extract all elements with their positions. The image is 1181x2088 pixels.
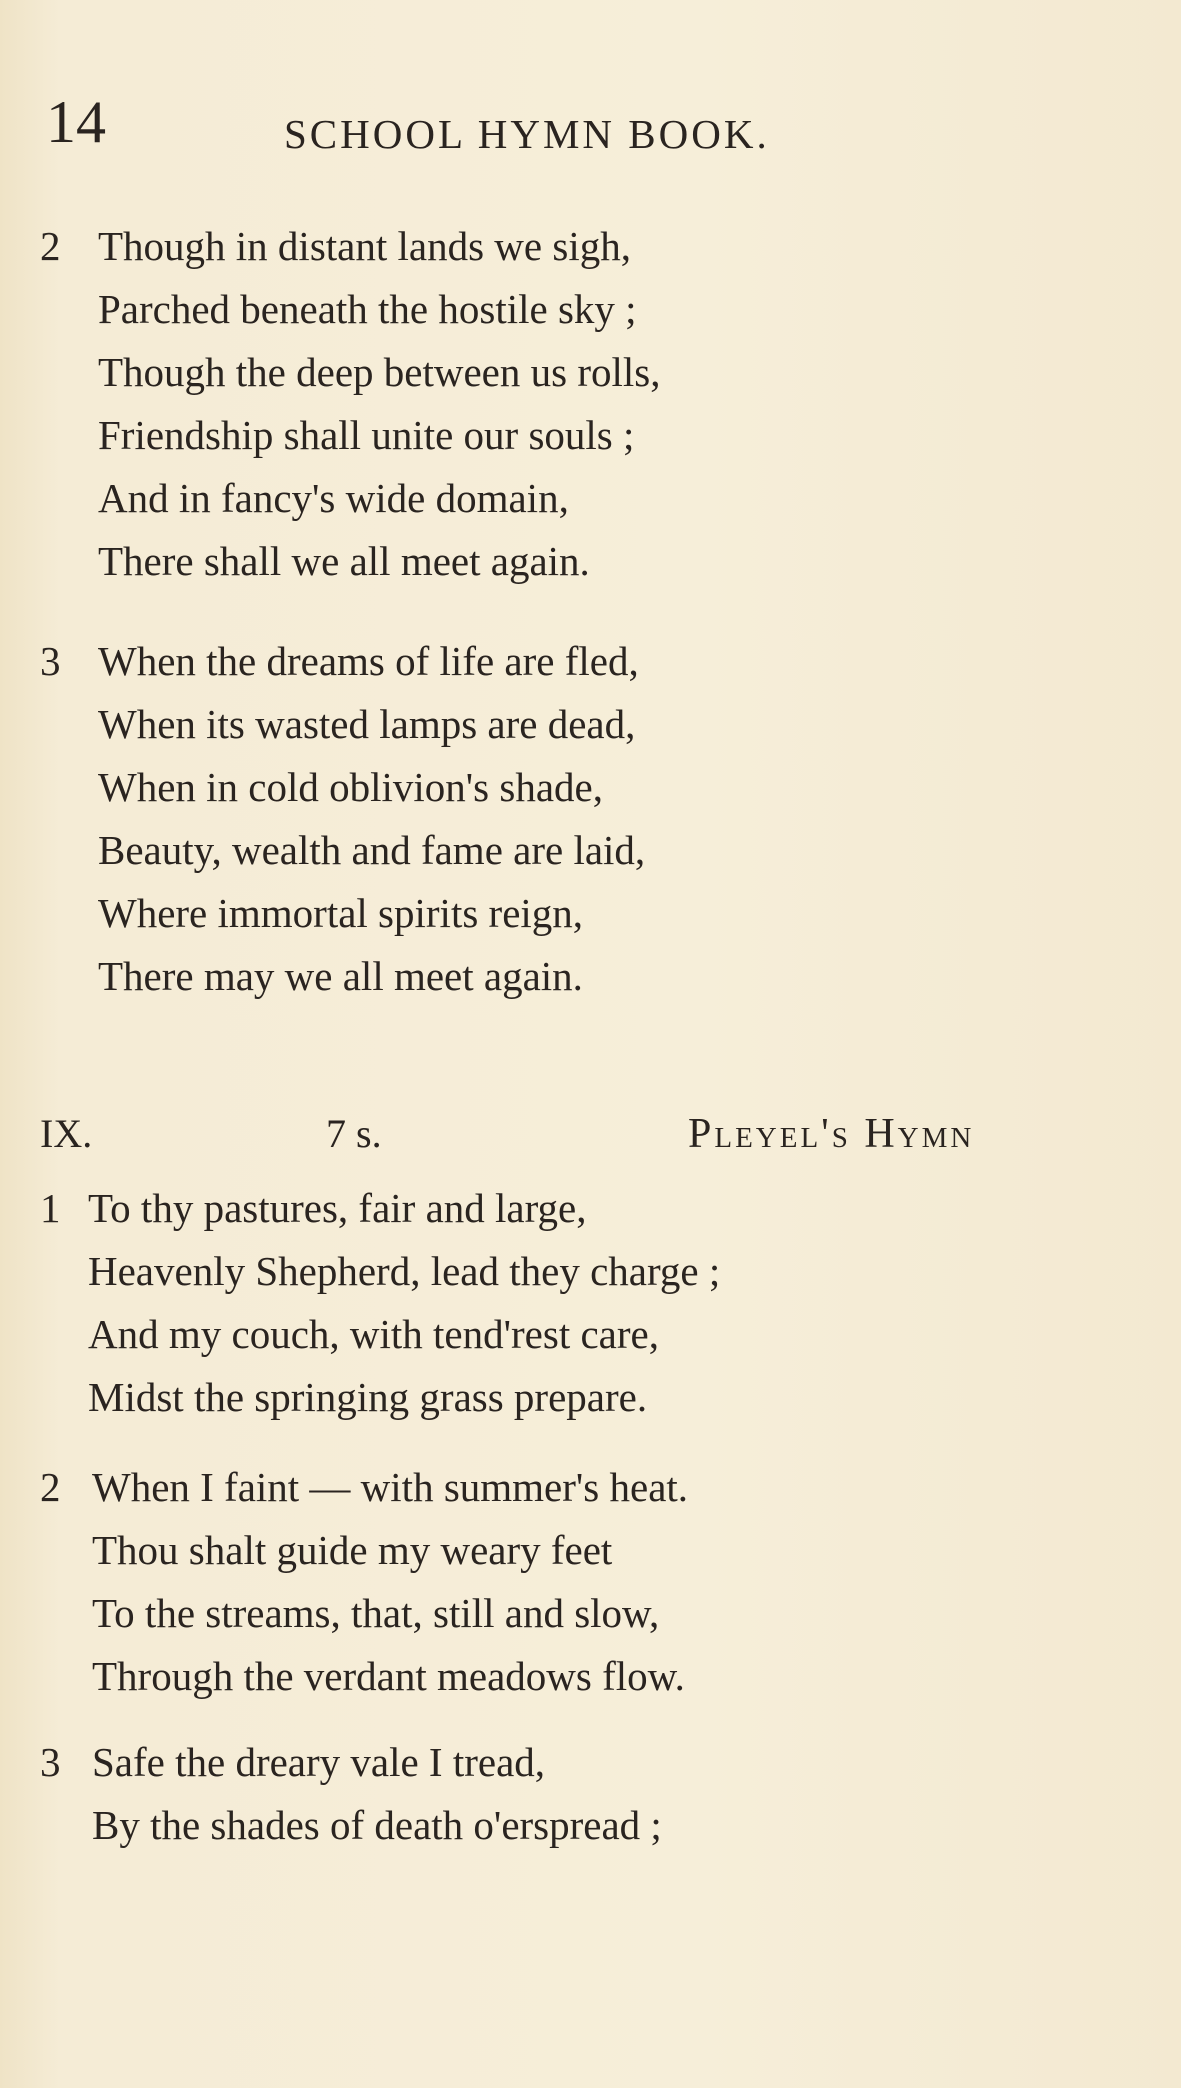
- verse-line: When its wasted lamps are dead,: [98, 701, 636, 747]
- verse-line: And in fancy's wide domain,: [98, 475, 569, 521]
- stanza-number: 3: [40, 638, 61, 684]
- verse-line: Though in distant lands we sigh,: [98, 223, 631, 269]
- verse-line: To thy pastures, fair and large,: [88, 1185, 587, 1231]
- running-title: SCHOOL HYMN BOOK.: [284, 111, 770, 157]
- verse-line: Thou shalt guide my weary feet: [92, 1527, 613, 1573]
- page-number: 14: [46, 89, 106, 155]
- page-header: [46, 89, 1146, 162]
- verse-line: There may we all meet again.: [98, 953, 583, 999]
- verse-line: To the streams, that, still and slow,: [92, 1590, 660, 1636]
- verse-line: Friendship shall unite our souls ;: [98, 412, 635, 458]
- verse-line: Safe the dreary vale I tread,: [92, 1739, 546, 1785]
- verse-line: Though the deep between us rolls,: [98, 349, 661, 395]
- verse-line: There shall we all meet again.: [98, 538, 590, 584]
- verse-line: When in cold oblivion's shade,: [98, 764, 603, 810]
- verse-line: Heavenly Shepherd, lead they charge ;: [88, 1248, 721, 1294]
- verse-line: Where immortal spirits reign,: [98, 890, 584, 936]
- verse-line: When the dreams of life are fled,: [98, 638, 639, 684]
- stanza-number: 3: [40, 1739, 61, 1785]
- stanza-number: 1: [40, 1185, 61, 1231]
- verse-line: Beauty, wealth and fame are laid,: [98, 827, 646, 873]
- verse-line: Parched beneath the hostile sky ;: [98, 286, 637, 332]
- hymn-number: IX.: [40, 1111, 93, 1156]
- verse-line: When I faint — with summer's heat.: [92, 1464, 689, 1510]
- stanza-number: 2: [40, 1464, 61, 1510]
- hymn-heading: [40, 1110, 1160, 1160]
- verse-line: By the shades of death o'erspread ;: [92, 1802, 662, 1848]
- verse-line: Midst the springing grass prepare.: [88, 1374, 648, 1420]
- hymn-tune: Pleyel's Hymn: [688, 1111, 975, 1157]
- hymn-meter: 7 s.: [326, 1111, 382, 1156]
- verse-line: And my couch, with tend'rest care,: [88, 1311, 659, 1357]
- stanza-number: 2: [40, 223, 61, 269]
- verse-line: Through the verdant meadows flow.: [92, 1653, 685, 1699]
